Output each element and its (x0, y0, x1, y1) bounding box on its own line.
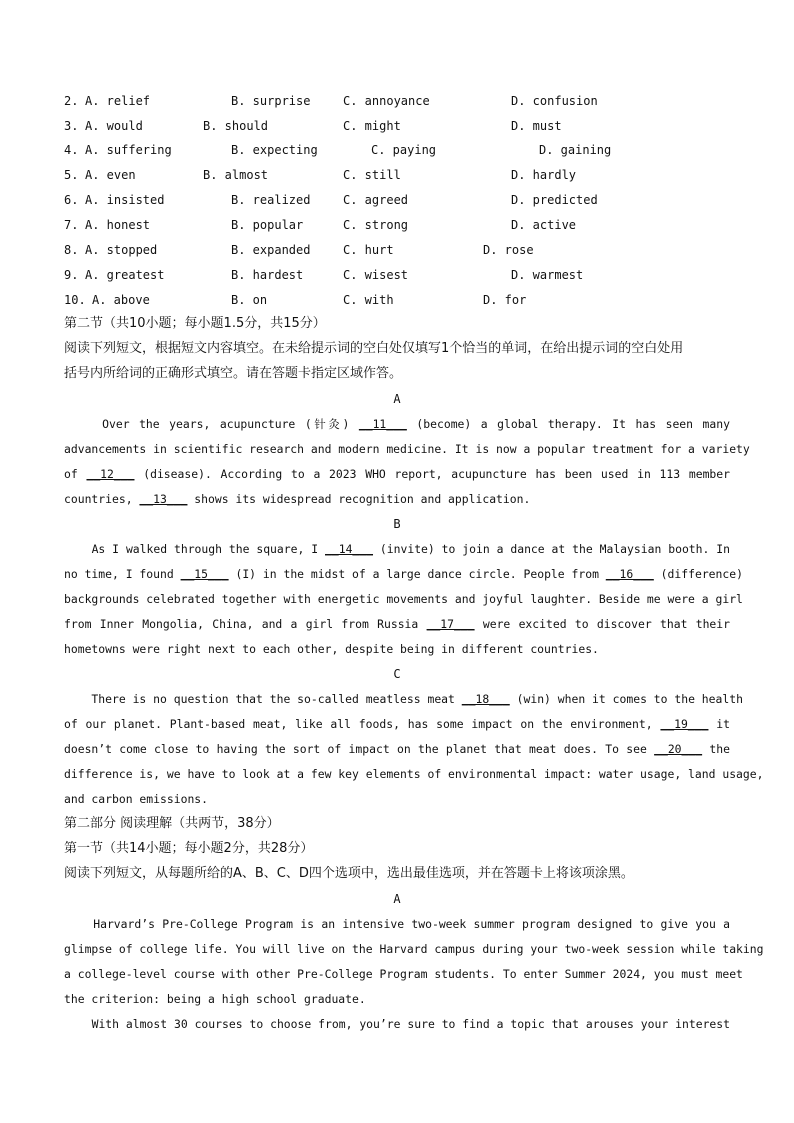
text: were excited to discover that their (474, 617, 730, 631)
text: shows its widespread recognition and application. (187, 492, 531, 506)
section-instruction: 阅读下列短文，从每题所给的A、B、C、D四个选项中，选出最佳选项，并在答题卡上将该项涂黑。 (64, 866, 634, 881)
blank-15[interactable]: __15___ (180, 567, 229, 581)
option-c: C. agreed (343, 193, 409, 207)
text: As I walked through the square, I (64, 542, 325, 556)
option-a: A. relief (85, 94, 151, 108)
option-a: A. insisted (85, 193, 165, 207)
passage-line: a college-level course with other Pre-College Program students. To enter Summer 2024, you must meet (64, 967, 743, 981)
question-number: 10. (64, 293, 86, 307)
option-d: D. hardly (511, 168, 577, 182)
passage-line: With almost 30 courses to choose from, you’re sure to find a topic that arouses your interest (64, 1017, 730, 1031)
passage-label: A (393, 892, 401, 906)
passage-line: Harvard’s Pre-College Program is an intensive two-week summer program designed to give you a (64, 917, 730, 931)
option-d: D. predicted (511, 193, 598, 207)
passage-line (64, 414, 730, 434)
blank-18[interactable]: __18___ (461, 692, 510, 706)
option-d: D. rose (483, 243, 534, 257)
text: no time, I found (64, 567, 181, 581)
option-row-5 (0, 165, 794, 185)
option-c: C. paying (371, 143, 437, 157)
blank-16[interactable]: __16___ (605, 567, 654, 581)
option-d: D. gaining (539, 143, 612, 157)
blank-13[interactable]: __13___ (139, 492, 188, 506)
text: (invite) to join a dance at the Malaysian booth. In (373, 542, 730, 556)
text: (difference) (653, 567, 743, 581)
option-b: B. hardest (231, 268, 304, 282)
blank-12[interactable]: __12___ (86, 467, 135, 481)
text: the (702, 742, 730, 756)
question-number: 7. (64, 218, 79, 232)
text: (win) when it comes to the health (509, 692, 743, 706)
text: of our planet. Plant-based meat, like all foods, has some impact on the environment, (64, 717, 661, 731)
option-c: C. with (343, 293, 394, 307)
text: Over the years, acupuncture (针灸) (64, 417, 359, 431)
question-number: 2. (64, 94, 79, 108)
passage-line (64, 614, 730, 634)
passage-line (64, 689, 743, 709)
section-heading: 第二节（共10小题；每小题1.5分，共15分） (64, 316, 326, 331)
option-row-4 (0, 140, 794, 160)
option-b: B. on (231, 293, 268, 307)
text: of (64, 467, 87, 481)
option-c: C. wisest (343, 268, 409, 282)
blank-14[interactable]: __14___ (325, 542, 374, 556)
text: (become) a global therapy. It has seen many (406, 417, 730, 431)
option-b: B. almost (203, 168, 269, 182)
option-b: B. surprise (231, 94, 311, 108)
option-c: C. still (343, 168, 401, 182)
option-a: A. above (92, 293, 150, 307)
blank-11[interactable]: __11___ (358, 417, 407, 431)
option-a: A. even (85, 168, 136, 182)
option-d: D. for (483, 293, 527, 307)
passage-line (64, 489, 730, 509)
text: There is no question that the so-called meatless meat (64, 692, 462, 706)
option-c: C. strong (343, 218, 409, 232)
text: (I) in the midst of a large dance circle. People from (228, 567, 606, 581)
part-heading: 第二部分 阅读理解（共两节，38分） (64, 816, 280, 831)
passage-label: A (393, 392, 401, 406)
option-row-6 (0, 190, 794, 210)
option-d: D. active (511, 218, 577, 232)
passage-line (64, 564, 743, 584)
question-number: 9. (64, 268, 79, 282)
option-c: C. hurt (343, 243, 394, 257)
option-a: A. suffering (85, 143, 172, 157)
text: countries, (64, 492, 140, 506)
passage-line: advancements in scientific research and modern medicine. It is now a popular treatment for a variety (64, 442, 750, 456)
passage-line: difference is, we have to look at a few key elements of environmental impact: water usage, land usage, (64, 767, 764, 781)
option-b: B. expecting (231, 143, 318, 157)
section-instruction: 括号内所给词的正确形式填空。请在答题卡指定区域作答。 (64, 366, 403, 381)
passage-line (64, 714, 730, 734)
passage-line (64, 539, 730, 559)
option-b: B. should (203, 119, 269, 133)
passage-line: backgrounds celebrated together with energetic movements and joyful laughter. Beside me were a girl (64, 592, 743, 606)
question-number: 6. (64, 193, 79, 207)
option-b: B. realized (231, 193, 311, 207)
option-row-8 (0, 240, 794, 260)
option-a: A. would (85, 119, 143, 133)
option-row-9 (0, 265, 794, 285)
section-instruction: 阅读下列短文，根据短文内容填空。在未给提示词的空白处仅填写1个恰当的单词，在给出提示词的空白处用 (64, 341, 684, 356)
option-b: B. expanded (231, 243, 311, 257)
option-row-2 (0, 91, 794, 111)
passage-line (64, 739, 730, 759)
option-a: A. honest (85, 218, 151, 232)
option-row-7 (0, 215, 794, 235)
text: (disease). According to a 2023 WHO report, acupuncture has been used in 113 member (134, 467, 730, 481)
option-c: C. annoyance (343, 94, 430, 108)
passage-line (64, 464, 730, 484)
option-c: C. might (343, 119, 401, 133)
text: doesn’t come close to having the sort of impact on the planet that meat does. To see (64, 742, 655, 756)
text: it (708, 717, 730, 731)
passage-line: and carbon emissions. (64, 792, 209, 806)
question-number: 5. (64, 168, 79, 182)
option-a: A. stopped (85, 243, 158, 257)
passage-line: the criterion: being a high school graduate. (64, 992, 366, 1006)
text: from Inner Mongolia, China, and a girl from Russia (64, 617, 427, 631)
option-d: D. warmest (511, 268, 584, 282)
passage-label: B (393, 517, 401, 531)
passage-label: C (393, 667, 401, 681)
section-heading: 第一节（共14小题；每小题2分，共28分） (64, 841, 314, 856)
blank-17[interactable]: __17___ (426, 617, 475, 631)
option-row-3 (0, 116, 794, 136)
question-number: 4. (64, 143, 79, 157)
question-number: 8. (64, 243, 79, 257)
option-row-10 (0, 290, 794, 310)
option-d: D. must (511, 119, 562, 133)
option-a: A. greatest (85, 268, 165, 282)
blank-20[interactable]: __20___ (654, 742, 703, 756)
blank-19[interactable]: __19___ (660, 717, 709, 731)
option-d: D. confusion (511, 94, 598, 108)
option-b: B. popular (231, 218, 304, 232)
passage-line: glimpse of college life. You will live on the Harvard campus during your two-week session while taking (64, 942, 764, 956)
passage-line: hometowns were right next to each other, despite being in different countries. (64, 642, 599, 656)
question-number: 3. (64, 119, 79, 133)
